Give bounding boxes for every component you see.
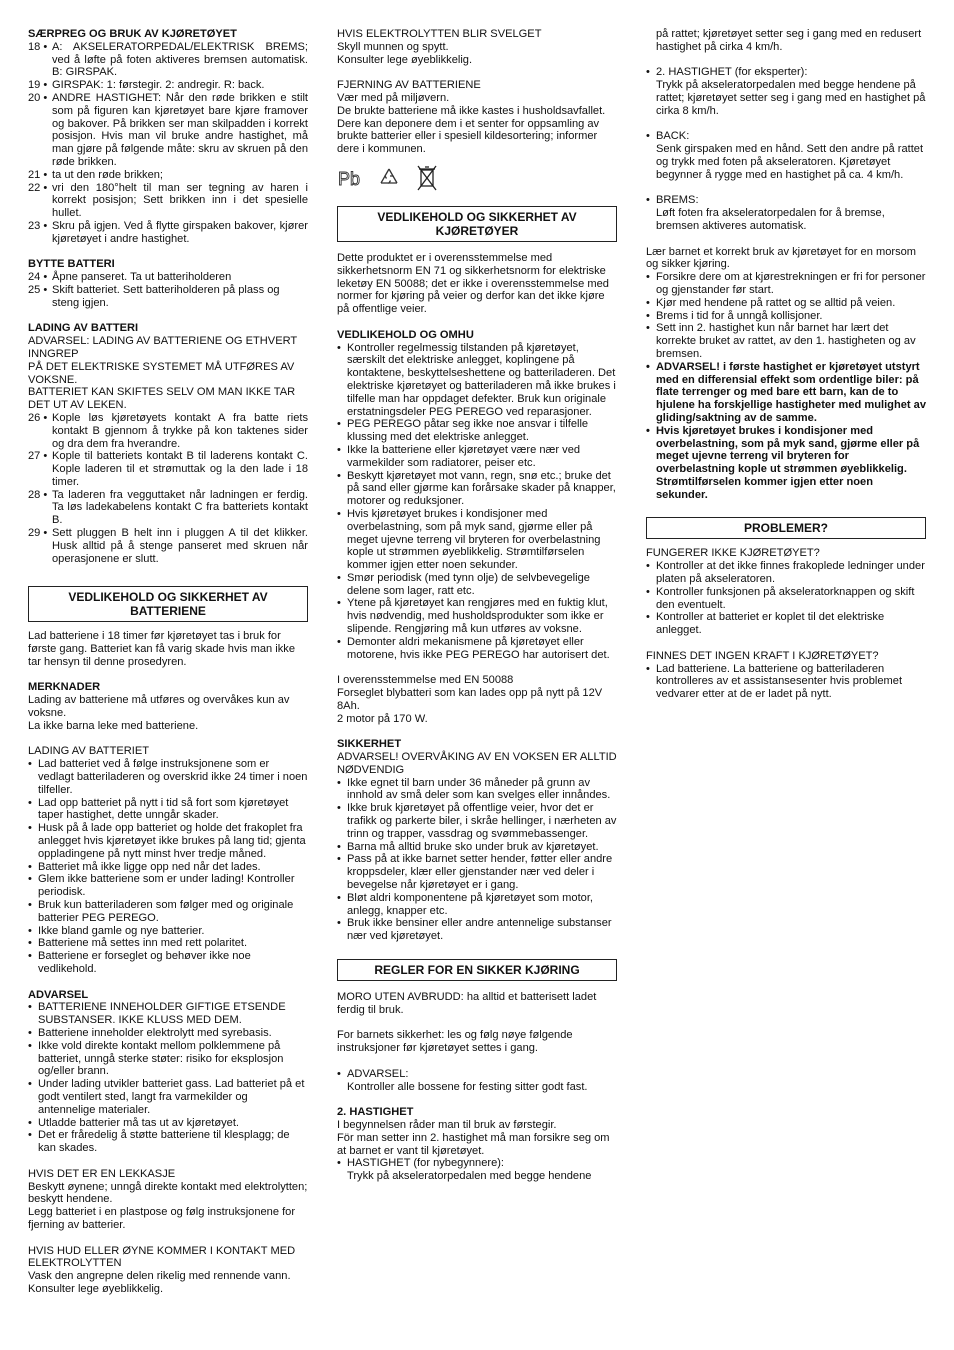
bullet-item: • PEG PEREGO påtar seg ikke noe ansvar i tilfelle klussing med det elektriske anlegget. — [337, 418, 617, 444]
bullet-item: • Lad batteriet ved å følge instruksjonene som er vedlagt batteriladeren og overskrid ikke 24 timer i noen tilfeller. — [28, 758, 308, 796]
text-line: PÅ DET ELEKTRISKE SYSTEMET MÅ UTFØRES AV VOKSNE. — [28, 360, 295, 386]
numbered-item — [28, 182, 308, 220]
numbered-item — [28, 284, 308, 310]
warning-title: ADVARSEL — [28, 988, 89, 1001]
bullet-item: • Kontroller at det ikke finnes frakoplede ledninger under platen på akseleratoren. — [646, 560, 926, 586]
not-working-bullets — [646, 560, 926, 637]
child-safety-text: For barnets sikkerhet: les og følg nøye følgende instruksjoner før kjøretøyet settes i gang. — [337, 1029, 573, 1055]
text-line: I overensstemmelse med EN 50088 — [337, 674, 514, 687]
bullet-item: • Smør periodisk (med tynn olje) de selvbevegelige delene som lager, ratt etc. — [337, 572, 617, 598]
beginner-speed-continued: på rattet; kjøretøyet setter seg i gang med en redusert hastighet på cirka 4 km/h. — [656, 28, 922, 53]
numbered-item — [28, 79, 308, 92]
charging-steps-list — [28, 412, 308, 566]
svg-text:Pb: Pb — [338, 168, 361, 189]
section-box-battery-maintenance: VEDLIKEHOLD OG SIKKERHET AV BATTERIENE — [28, 586, 308, 622]
charging-battery-title: LADING AV BATTERIET — [28, 745, 150, 758]
column-2 — [337, 28, 617, 1183]
item-number: 28 • — [28, 488, 48, 501]
text-line: Vær med på miljøvern. — [337, 91, 450, 104]
bullet-item: • Hvis kjøretøyet brukes i kondisjoner med overbelastning, som på myk sand, gjørme eller på meget ujevne terreng vil bryteren for overbelastning kople ut strømmen øyeblikkelig. Strømtilførselen kommer igjen etter noen sekunder. — [646, 425, 926, 502]
bullet-item: • Ytene på kjøretøyet kan rengjøres med en fuktig klut, hvis nødvendig, med husholdsprodukter som ikke er slipende. Rengjøring må kun utføres av voksne. — [337, 597, 617, 635]
item-text: Sett pluggen B helt inn i pluggen A til det klikker. Husk alltid på å stenge panseret med skruen når operasjonene er slutt. — [52, 527, 308, 565]
bullet-item: • Batteriene er forseglet og behøver ikke noe vedlikehold. — [28, 950, 308, 976]
brake-item: • BREMS: Løft foten fra akseleratorpedalen for å bremse, bremsen aktiveres automatisk. — [646, 194, 926, 232]
charging-bullets — [28, 758, 308, 976]
bullet-item: • Hvis kjøretøyet brukes i kondisjoner med overbelastning, som på myk sand, gjørme eller på meget ujevne terreng vil bryteren for overbelastning kople ut strømmen øyeblikkelig. Strømtilførselen kommer igjen etter noen sekunder. — [337, 508, 617, 572]
item-number: 22 • — [28, 181, 48, 194]
item-number: 20 • — [28, 91, 48, 104]
section-box-vehicle-maintenance: VEDLIKEHOLD OG SIKKERHET AV KJØRETØYER — [337, 206, 617, 242]
item-number: 27 • — [28, 450, 48, 463]
numbered-item — [28, 489, 308, 527]
bullet-item: • Brems i tid for å unngå kollisjoner. — [646, 310, 926, 323]
notes-title: MERKNADER — [28, 681, 101, 694]
text-line: La ikke barna leke med batteriene. — [28, 719, 199, 732]
bullet-item: • Under lading utvikler batteriet gass. Lad batteriet på et godt ventilert sted, langt fra varmekilder og antennelige materialer. — [28, 1078, 308, 1116]
section-box-problems: PROBLEMER? — [646, 517, 926, 539]
bullet-item: • ADVARSEL! i første hastighet er kjøretøyet utstyrt med en differensial effekt som ordentlige biler: på flate terrenger og med bare ett barn, kan de to hjulene ha forskjellige hastigheter med mulighet av gliding/saktning av de samme. — [646, 361, 926, 425]
item-text: Kople løs kjøretøyets kontakt A fra batte riets kontakt B gjennom å trykke på kon taktenes sider og dra dem fra hverandre. — [52, 411, 308, 450]
features-list — [28, 41, 308, 246]
bullet-item: • Batteriene må settes inn med rett polaritet. — [28, 937, 308, 950]
item-text: ANDRE HASTIGHET: Når den røde brikken e stilt som på figuren kan kjøretøyet bare kjøre framover og bakover. På brikken ser man skilpadden i korrekt posisjon. Hvis man vil bruke andre hastighet, må man gjøre på følgende måte: skru av skruen på den røde brikken. — [52, 91, 308, 168]
specification-lines — [337, 674, 617, 725]
text-line: I begynnelsen råder man til bruk av førstegir. — [337, 1118, 557, 1131]
bullet-item: • Lad batteriene. La batteriene og batteriladeren kontrolleres av et assistansesenter hvis problemet vedvarer etter at de er ladet på nytt. — [646, 663, 926, 701]
item-text: Skru på igjen. Ved å flytte girspaken bakover, kjører kjøretøyet i andre hastighet. — [52, 219, 308, 245]
charging-warning-lines — [28, 335, 308, 412]
item-number: 24 • — [28, 271, 48, 284]
bullet-item: • Kontroller at batteriet er koplet til det elektriske anlegget. — [646, 611, 926, 637]
crossed-bin-icon — [415, 164, 439, 192]
battery-intro-text: Lad batteriene i 18 timer før kjøretøyet tas i bruk for første gang. Batteriet kan få varig skade hvis man ikke tar hensyn til denne prosedyren. — [28, 630, 295, 668]
bullet-item: • Glem ikke batteriene som er under lading! Kontroller periodisk. — [28, 873, 308, 899]
speed-title: 2. HASTIGHET — [337, 1106, 414, 1119]
item-text: Kople til batteriets kontakt B til laderens kontakt C. Kople laderen til et strømuttak og la den lade i 18 timer. — [52, 450, 308, 488]
recycle-icon — [377, 166, 401, 190]
item-text: vri den 180°helt til man ser tegning av haren i korrekt posisjon; Sett brikken inn i det spesielle hullet. — [52, 181, 308, 220]
battery-change-list — [28, 271, 308, 309]
maintenance-bullets — [337, 342, 617, 662]
text-line: ADVARSEL: LADING AV BATTERIENE OG ETHVERT INNGREP — [28, 335, 297, 360]
beginner-speed-item: • HASTIGHET (for nybegynnere): Trykk på akseleratorpedalen med begge hendene — [337, 1157, 617, 1183]
text-line: Beskytt øynene; unngå direkte kontakt med elektrolytten; beskytt hendene. — [28, 1180, 308, 1206]
numbered-item — [28, 92, 308, 169]
text-line: Konsulter lege øyeblikkelig. — [337, 53, 473, 66]
section-title-battery-charging: LADING AV BATTERI — [28, 322, 139, 335]
bullet-item: • Kontroller funksjonen på akseleratorknappen og skift den eventuelt. — [646, 586, 926, 612]
text-line: Dere kan deponere dem i et senter for oppsamling av brukte batterier eller i spesiell kildesortering; informer dere i kommunen. — [337, 117, 600, 156]
bullet-item: • Husk på å lade opp batteriet og holde det frakoplet fra anlegget hvis kjøretøyet ikke brukes på lang tid; gjenta oppladingene på nytt minst hver tredje måned. — [28, 822, 308, 860]
no-power-bullets — [646, 663, 926, 701]
item-text: Ta laderen fra vegguttaket når ladningen er ferdig. Ta løs ladekabelens kontakt C fra batteriets kontakt B. — [52, 488, 308, 527]
bullet-item: • Demonter aldri mekanismene på kjøretøyet eller motorene, hvis ikke PEG PEREGO har autorisert det. — [337, 636, 617, 662]
bullet-item: • Sett inn 2. hastighet kun når barnet har lært det korrekte bruket av rattet, av den 1. hastigheten og av bremsen. — [646, 322, 926, 360]
disposal-icons — [337, 164, 617, 192]
bullet-item: • Barna må alltid bruke sko under bruk av kjøretøyet. — [337, 841, 617, 854]
bullet-item: • Det er fråredelig å støtte batteriene til klesplagg; de kan skades. — [28, 1129, 308, 1155]
text-line: 2 motor på 170 W. — [337, 712, 428, 725]
bullet-item: • Utladde batterier må tas ut av kjøretøyet. — [28, 1117, 308, 1130]
item-number: 26 • — [28, 411, 48, 424]
speed-lines — [337, 1119, 617, 1157]
text-line: För man setter inn 2. hastighet må man forsikre seg om at barnet er vant til kjøretøyet. — [337, 1131, 610, 1157]
item-number: 29 • — [28, 527, 48, 540]
no-power-title: FINNES DET INGEN KRAFT I KJØRETØYET? — [646, 649, 879, 662]
numbered-item — [28, 527, 308, 565]
bullet-item: • Bløt aldri komponentene på kjøretøyet som motor, anlegg, knapper etc. — [337, 892, 617, 918]
text-line: BATTERIET KAN SKIFTES SELV OM MAN IKKE TAR DET UT AV LEKEN. — [28, 386, 296, 412]
bullet-item: • Forsikre dere om at kjørestrekningen er fri for personer og gjenstander før start. — [646, 271, 926, 297]
bullet-item: • Beskytt kjøretøyet mot vann, regn, snø etc.; bruke det på sand eller gjørme kan forårsake skader på knapper, motorer og reduksjoner. — [337, 470, 617, 508]
text-line: Legg batteriet i en plastpose og følg instruksjonene for fjerning av batterier. — [28, 1206, 296, 1231]
numbered-item — [28, 450, 308, 488]
leak-title: HVIS DET ER EN LEKKASJE — [28, 1167, 176, 1180]
warning-item: • ADVARSEL: Kontroller alle bossene for festing sitter godt fast. — [337, 1068, 617, 1094]
item-number: 23 • — [28, 219, 48, 232]
item-text: Skift batteriet. Sett batteriholderen på plass og steng igjen. — [52, 283, 280, 309]
numbered-item — [28, 412, 308, 450]
text-line: Lading av batteriene må utføres og overvåkes kun av voksne. — [28, 694, 290, 720]
text-line: Skyll munnen og spytt. — [337, 40, 449, 53]
bullet-item: • Batteriet må ikke ligge opp ned når det lades. — [28, 861, 308, 874]
section-box-safe-driving: REGLER FOR EN SIKKER KJØRING — [337, 959, 617, 981]
maintenance-care-title: VEDLIKEHOLD OG OMHU — [337, 328, 474, 341]
section-title-battery-change: BYTTE BATTERI — [28, 258, 115, 271]
lead-pb-icon — [337, 166, 363, 190]
column-1 — [28, 28, 308, 1296]
numbered-item — [28, 271, 308, 284]
not-working-title: FUNGERER IKKE KJØRETØYET? — [646, 547, 820, 560]
bold-warning-bullets — [646, 361, 926, 502]
skin-contact-title: HVIS HUD ELLER ØYNE KOMMER I KONTAKT MED ELEKTROLYTTEN — [28, 1244, 296, 1270]
teach-child-text: Lær barnet et korrekt bruk av kjøretøyet for en morsom og sikker kjøring. — [646, 245, 917, 271]
item-text: GIRSPAK: 1: førstegir. 2: andregir. R: back. — [52, 79, 265, 92]
fun-text: MORO UTEN AVBRUDD: ha alltid et batterisett ladet ferdig til bruk. — [337, 991, 597, 1016]
back-item: • BACK: Senk girspaken med en hånd. Sett den andre på rattet og trykk med foten på akseleratoren. Kjøretøyet begynner å rygge med en hastighet på ca. 4 km/h. — [646, 130, 926, 181]
bullet-item: • Batteriene inneholder elektrolytt med syrebasis. — [28, 1027, 308, 1040]
leak-lines — [28, 1181, 308, 1232]
item-number: 21 • — [28, 168, 48, 181]
bullet-item: • Bruk ikke bensiner eller andre antennelige substanser nær ved kjøretøyet. — [337, 917, 617, 943]
bullet-item: • Ikke vold direkte kontakt mellom polklemmene på batteriet, unngå sterke støter: risiko for eksplosjon og/eller brann. — [28, 1040, 308, 1078]
section-title-features: SÆRPREG OG BRUK AV KJØRETØYET — [28, 28, 237, 40]
text-line: Forseglet blybatteri som kan lades opp på nytt på 12V 8Ah. — [337, 687, 603, 712]
numbered-item — [28, 220, 308, 246]
swallow-lines — [337, 41, 617, 67]
driving-tips-bullets — [646, 271, 926, 361]
item-text: A: AKSELERATORPEDAL/ELEKTRISK BREMS; ved å løfte på foten aktiveres bremsen automatisk. B: GIRSPAK. — [52, 40, 308, 79]
disposal-lines — [337, 92, 617, 156]
bullet-item: • Kontroller regelmessig tilstanden på kjøretøyet, særskilt det elektriske anlegget, koplingene på kontaktene, beskyttelseshettene og batteriladeren. Det elektriske kjøretøyet og batteriladeren må ikke brukes i tilfelle man har oppdaget defekter. Bruk kun originale erstatningsdeler PEG PEREGO ved reparasjoner. — [337, 342, 617, 419]
column-3 — [646, 28, 926, 701]
safety-bullets — [337, 777, 617, 943]
bullet-item: • Ikke bland gamle og nye batterier. — [28, 925, 308, 938]
warning-bullets — [28, 1001, 308, 1155]
bullet-item: • Bruk kun batteriladeren som følger med og originale batterier PEG PEREGO. — [28, 899, 308, 925]
item-text: ta ut den røde brikken; — [52, 168, 163, 181]
expert-speed-item: • 2. HASTIGHET (for eksperter): Trykk på akseleratorpedalen med begge hendene på rattet; kjøretøyet setter seg i gang med en hastighet på cirka 8 km/h. — [646, 66, 926, 117]
bullet-item: • Lad opp batteriet på nytt i tid så fort som kjøretøyet taper hastighet, dette unngår skader. — [28, 797, 308, 823]
bullet-item: • Ikke la batteriene eller kjøretøyet være nær ved varmekilder som radiatorer, peiser etc. — [337, 444, 617, 470]
item-number: 25 • — [28, 283, 48, 296]
numbered-item — [28, 41, 308, 79]
bullet-item: • Pass på at ikke barnet setter hender, føtter eller andre kroppsdeler, klær eller gjenstander nær ved deler i bevegelse når kjøretøyet er i gang. — [337, 853, 617, 891]
vehicle-standard-text: Dette produktet er i overensstemmelse med sikkerhetsnorm EN 71 og sikkerhetsnorm for elektriske leketøy EN 50088; det er ikke i overensstemmelse med normer for kjøring på veier og derfor kan det ikke kjøre på offentlige veier. — [337, 251, 609, 316]
disposal-title: FJERNING AV BATTERIENE — [337, 79, 481, 92]
item-number: 19 • — [28, 79, 48, 92]
item-text: Åpne panseret. Ta ut batteriholderen — [52, 271, 232, 284]
bullet-item: • Ikke egnet til barn under 36 måneder på grunn av innhold av små deler som kan svelges eller innåndes. — [337, 777, 617, 803]
item-number: 18 • — [28, 40, 48, 53]
safety-subtitle: ADVARSEL! OVERVÅKING AV EN VOKSEN ER ALLTID NØDVENDIG — [337, 751, 617, 776]
text-line: De brukte batteriene må ikke kastes i husholdsavfallet. — [337, 104, 606, 117]
bullet-item: • Ikke bruk kjøretøyet på offentlige veier, hvor det er trafikk og parkerte biler, i skråe hellinger, i nærheten av trinn og trapper, vassdrag og svømmebassenger. — [337, 802, 617, 840]
swallow-title: HVIS ELEKTROLYTTEN BLIR SVELGET — [337, 28, 542, 40]
numbered-item — [28, 169, 308, 182]
skin-contact-text: Vask den angrepne delen rikelig med rennende vann. Konsulter lege øyeblikkelig. — [28, 1270, 291, 1295]
bullet-item: • BATTERIENE INNEHOLDER GIFTIGE ETSENDE SUBSTANSER. IKKE KLUSS MED DEM. — [28, 1001, 308, 1027]
notes-lines — [28, 694, 308, 732]
bullet-item: • Kjør med hendene på rattet og se alltid på veien. — [646, 297, 926, 310]
safety-title: SIKKERHET — [337, 738, 402, 751]
